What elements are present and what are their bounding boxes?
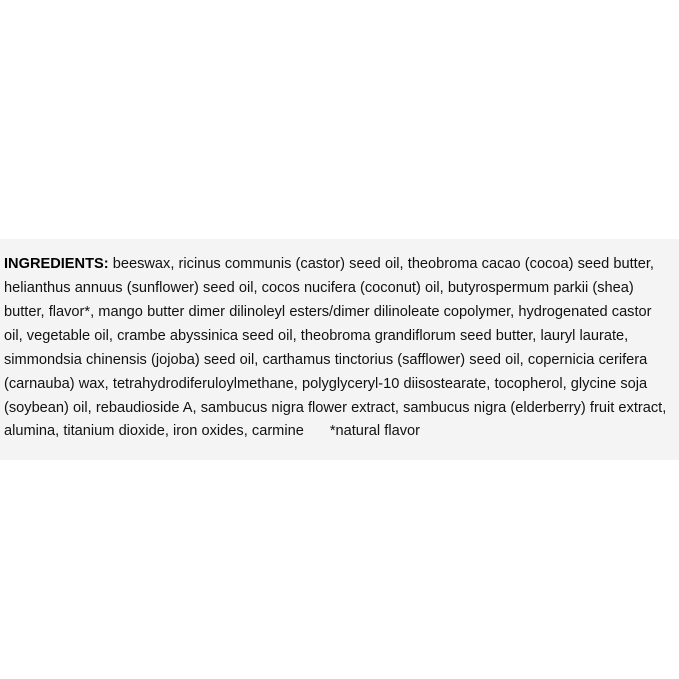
ingredients-heading: INGREDIENTS: bbox=[4, 256, 109, 272]
ingredients-paragraph bbox=[0, 253, 679, 444]
ingredients-panel bbox=[0, 239, 679, 460]
ingredients-footnote: *natural flavor bbox=[329, 423, 420, 440]
ingredients-list: beeswax, ricinus communis (castor) seed oil, theobroma cacao (cocoa) seed butter, helianthus annuus (sunflower) seed oil, cocos nucifera (coconut) oil, butyrospermum parkii (shea) butter, flavor*, mango butter dimer dilinoleyl esters/dimer dilinoleate copolymer, hydrogenated castor oil, vegetable oil, crambe abyssinica seed oil, theobroma grandiflorum seed butter, lauryl laurate, simmondsia chinensis (jojoba) seed oil, carthamus tinctorius (safflower) seed oil, copernicia cerifera (carnauba) wax, tetrahydrodiferuloylmethane, polyglyceryl-10 diisostearate, tocopherol, glycine soja (soybean) oil, rebaudioside A, sambucus nigra flower extract, sambucus nigra (elderberry) fruit extract, alumina, titanium dioxide, iron oxides, carmine bbox=[4, 256, 667, 440]
